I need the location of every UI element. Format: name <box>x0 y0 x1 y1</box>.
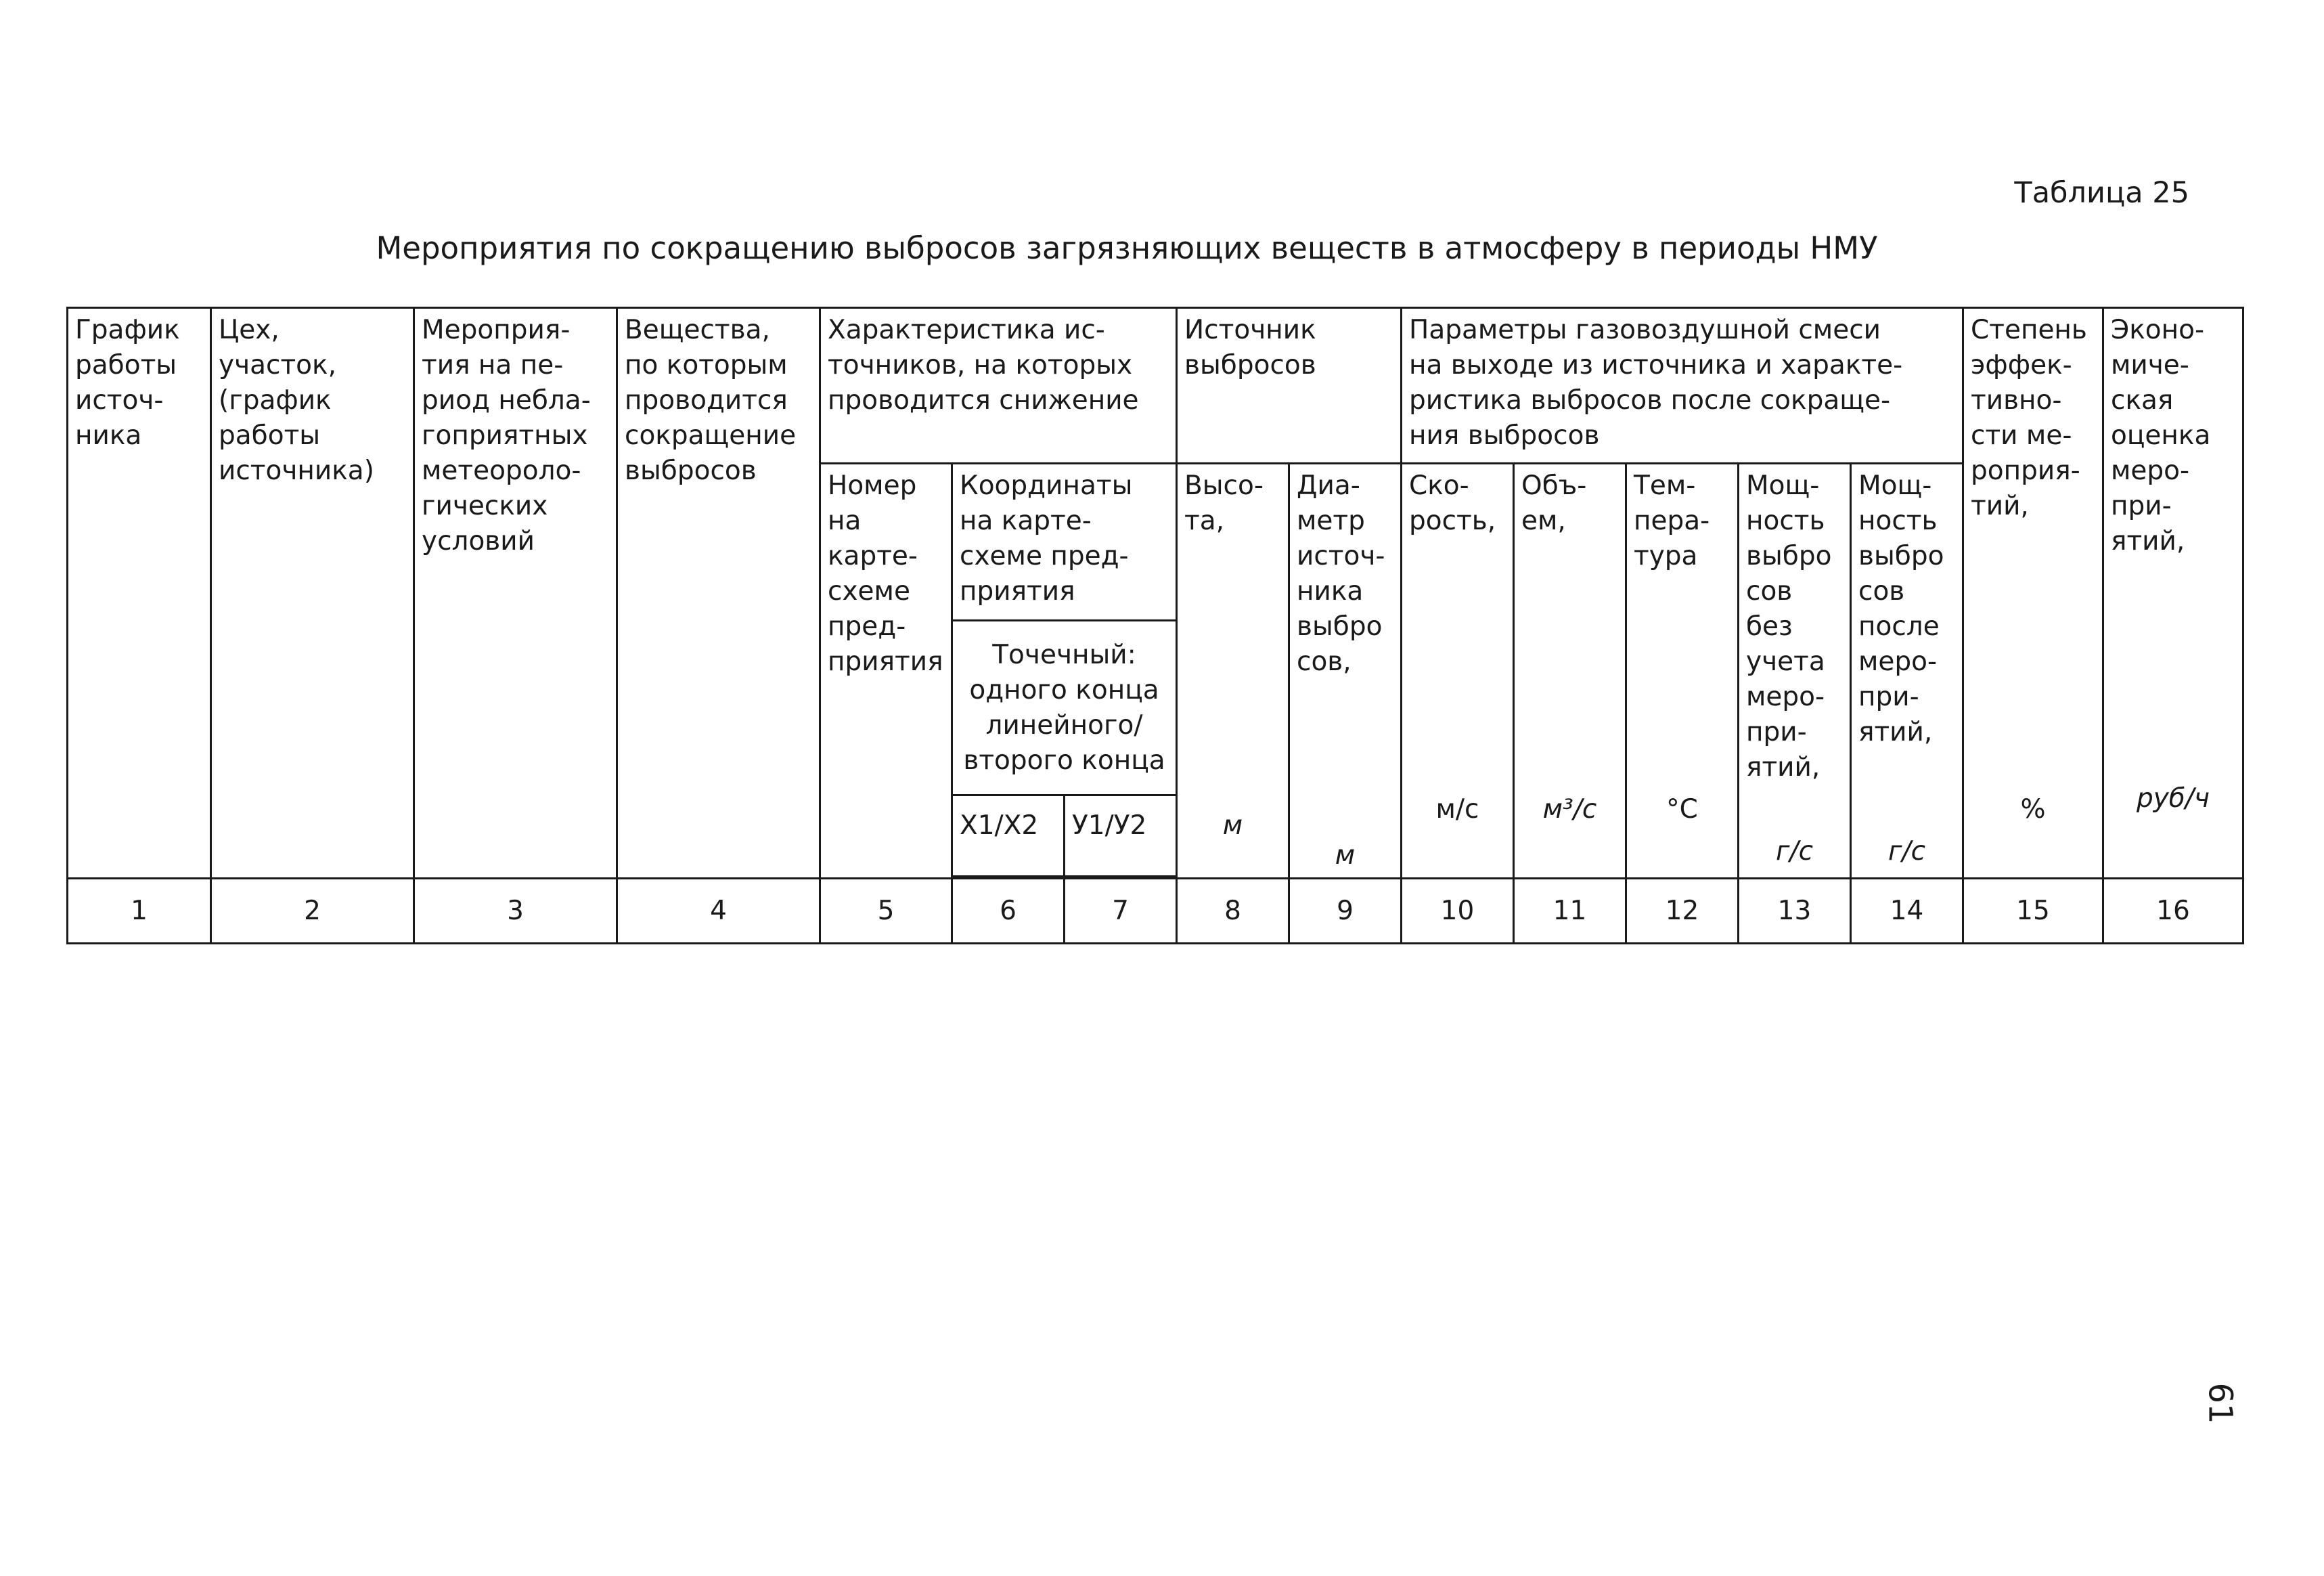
unit-velocity: м/с <box>1435 794 1479 825</box>
measures-table <box>66 307 2244 944</box>
header-workshop: Цех, участок, (график работы источника) <box>211 308 414 879</box>
column-number: 13 <box>1739 879 1851 944</box>
unit-height: м <box>1222 810 1243 841</box>
column-number: 5 <box>820 879 952 944</box>
header-map-number: Номер на карте- схеме пред- приятия <box>820 464 952 879</box>
header-power-after: Мощ- ность выбро сов после меро- при- ятий, г/с <box>1851 464 1963 879</box>
column-number: 11 <box>1514 879 1626 944</box>
header-source-characteristics: Характеристика ис- точников, на которых проводится снижение <box>820 308 1177 464</box>
header-measures: Мероприя- тия на пе- риод небла- гоприятных метеороло- гических условий <box>414 308 617 879</box>
header-substances: Вещества, по которым проводится сокращение выбросов <box>617 308 820 879</box>
column-number: 6 <box>952 879 1065 944</box>
header-power-before: Мощ- ность выбро сов без учета меро- при- ятий, г/с <box>1739 464 1851 879</box>
column-number: 8 <box>1177 879 1289 944</box>
header-economic-assessment: Эконо- миче- ская оценка меро- при- ятий, руб/ч <box>2103 308 2243 879</box>
unit-volume: м³/с <box>1542 794 1597 825</box>
header-coordinates: Координаты на карте- схеме пред- приятия <box>952 464 1177 621</box>
column-number: 10 <box>1402 879 1514 944</box>
table-number-label: Таблица 25 <box>2014 176 2189 210</box>
table-title: Мероприятия по сокращению выбросов загрязняющих веществ в атмосферу в периоды НМУ <box>376 230 1878 266</box>
header-schedule: График работы источ- ника <box>68 308 211 879</box>
header-x1x2: Х1/Х2 <box>952 795 1065 877</box>
header-velocity: Ско- рость, м/с <box>1402 464 1514 879</box>
header-gas-mixture-parameters: Параметры газовоздушной смеси на выходе из источника и характе- ристика выбросов после сокраще- ния выбросов <box>1402 308 1963 464</box>
header-row-top <box>68 308 2243 464</box>
column-numbers-row <box>68 879 2243 944</box>
column-number: 1 <box>68 879 211 944</box>
header-emission-source: Источник выбросов <box>1177 308 1402 464</box>
unit-diameter: м <box>1335 840 1356 871</box>
column-number: 9 <box>1289 879 1402 944</box>
column-number: 4 <box>617 879 820 944</box>
column-number: 14 <box>1851 879 1963 944</box>
header-efficiency: Степень эффек- тивно- сти ме- роприя- тий, % <box>1963 308 2103 879</box>
column-number: 15 <box>1963 879 2103 944</box>
page-number: 61 <box>2201 1382 2239 1424</box>
header-y1y2: У1/У2 <box>1065 795 1177 877</box>
column-number: 12 <box>1626 879 1739 944</box>
column-number: 7 <box>1065 879 1177 944</box>
unit-economic: руб/ч <box>2136 783 2210 814</box>
header-volume: Объ- ем, м³/с <box>1514 464 1626 879</box>
header-temperature: Тем- пера- тура °С <box>1626 464 1739 879</box>
column-number: 3 <box>414 879 617 944</box>
unit-power-after: г/с <box>1887 836 1926 867</box>
column-number: 16 <box>2103 879 2243 944</box>
column-number: 2 <box>211 879 414 944</box>
unit-efficiency: % <box>2020 794 2046 825</box>
header-height: Высо- та, м <box>1177 464 1289 879</box>
header-point-linear: Точечный: одного конца линейного/ второго конца <box>952 621 1177 795</box>
unit-temperature: °С <box>1666 794 1698 825</box>
unit-power-before: г/с <box>1775 836 1814 867</box>
header-diameter: Диа- метр источ- ника выбро сов, м <box>1289 464 1402 879</box>
